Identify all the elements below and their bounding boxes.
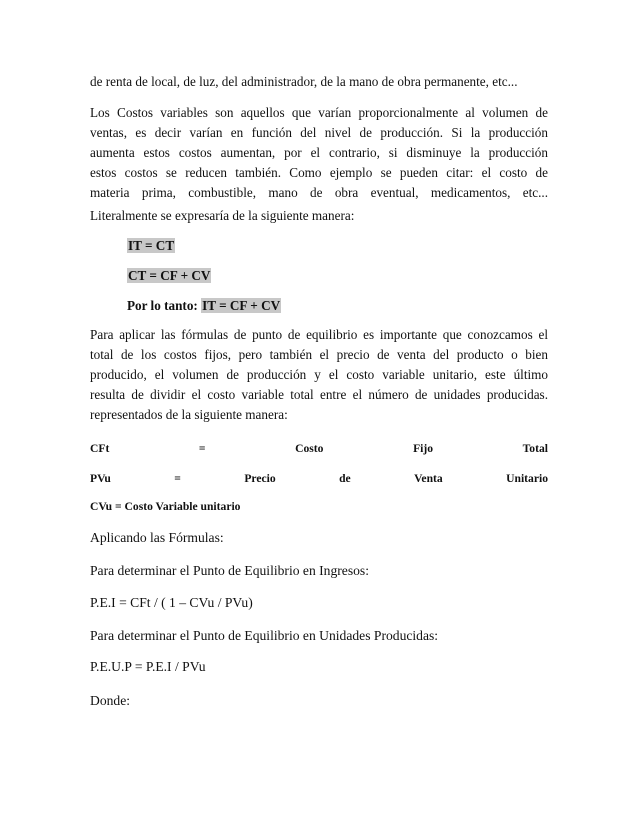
definition-word: Total [522,442,548,455]
definition-word: = [174,472,181,485]
highlighted-formula: CT = CF + CV [128,268,211,283]
formula-prefix: Por lo tanto: [127,298,202,313]
pei-intro-text: Para determinar el Punto de Equilibrio en Ingresos: [90,563,369,578]
formula-ct-cf-cv [127,267,211,285]
text-line: materia prima, combustible, mano de obra eventual, medicamentos, etc... [90,185,548,200]
pei-formula: P.E.I = CFt / ( 1 – CVu / PVu) [90,595,253,610]
text-line: resulta de dividir el costo variable total entre el número de unidades producidas. [90,387,548,402]
definition-cvu: CVu = Costo Variable unitario [90,500,241,513]
text-line: producido, el volumen de producción y el costo variable unitario, este último [90,367,548,382]
definition-word: de [339,472,351,485]
definition-word: Venta [414,472,443,485]
definition-word: Fijo [413,442,434,455]
text-line: Para aplicar las fórmulas de punto de equilibrio es importante que conozcamos el [90,327,548,342]
section-heading-applying: Aplicando las Fórmulas: [90,530,224,545]
definition-word: Costo [295,442,324,455]
text-line: total de los costos fijos, pero también el precio de venta del producto o bien [90,347,548,362]
definition-pvu [90,471,548,487]
text-line: estos costos se reducen también. Como ejemplo se pueden citar: el costo de [90,165,548,180]
peup-formula: P.E.U.P = P.E.I / PVu [90,659,206,674]
peup-intro-text: Para determinar el Punto de Equilibrio en Unidades Producidas: [90,628,439,643]
donde-label: Donde: [90,693,131,708]
highlighted-formula: IT = CT [128,238,175,253]
definition-cft [90,441,548,457]
definition-word: = [198,442,206,455]
text-line: ventas, es decir varían en función del nivel de producción. Si la producción [90,125,548,140]
definition-word: CFt [90,442,110,455]
paragraph-equilibrium-formulas [90,325,548,425]
text-line: de renta de local, de luz, del administrador, de la mano de obra permanente, etc... [90,74,518,89]
paragraph-expression-intro [90,206,548,226]
definition-word: PVu [90,472,111,485]
definition-word: Precio [244,472,276,485]
text-line: representados de la siguiente manera: [90,407,288,422]
text-line: Literalmente se expresaría de la siguiente manera: [90,208,355,223]
formula-it-ct [127,237,175,255]
definition-word: Unitario [506,472,548,485]
text-line: aumenta estos costos aumentan, por el contrario, si disminuye la producción [90,145,548,160]
paragraph-fixed-costs-end [90,72,548,92]
highlighted-formula: IT = CF + CV [202,298,281,313]
paragraph-variable-costs [90,103,548,203]
formula-conclusion [127,297,281,315]
text-line: Los Costos variables son aquellos que varían proporcionalmente al volumen de [90,105,548,120]
